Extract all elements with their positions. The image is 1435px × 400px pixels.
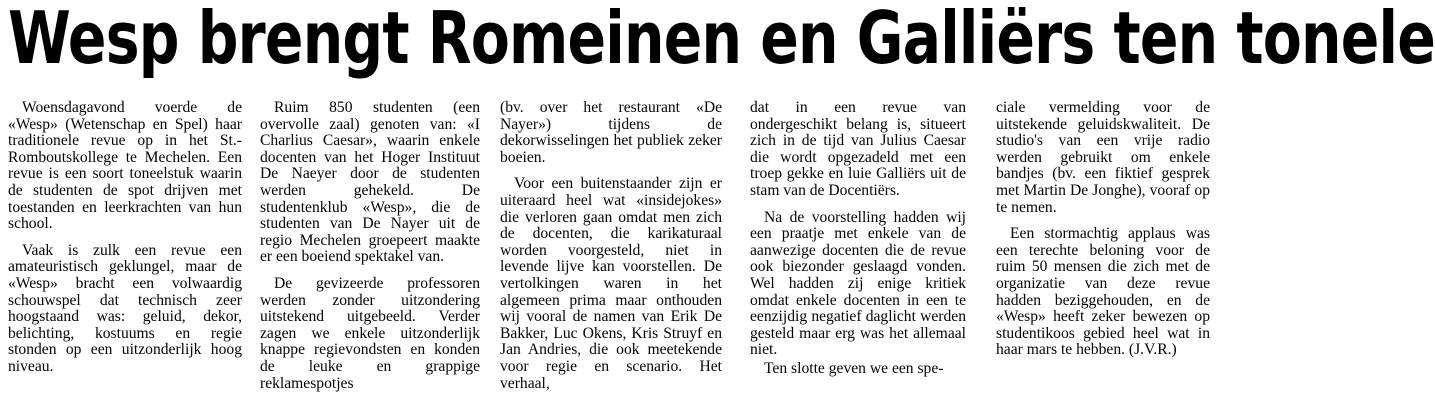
article-column-2 [250,100,488,400]
article-column-1 [6,100,250,400]
paragraph: dat in een revue van ondergeschikt belang is, situeert zich in de tijd van Julius Caesar die wordt opgezadeld met een troep gekke en luie Galliërs uit de stam van de Docentiërs. [750,99,966,199]
paragraph: Ten slotte geven we een spe- [764,359,944,377]
article-column-5 [974,100,1218,400]
paragraph: (bv. over het restaurant «De Nayer») tijdens de dekorwisselingen het publiek zeker boeien. [500,99,722,166]
article-column-4 [730,100,974,400]
paragraph: De gevizeerde professoren werden zonder uitzondering uitstekend uitgebeeld. Verder zagen we enkele uitzonderlijk knappe regievondsten en konden de leuke en grappige reklamespotjes [260,274,480,392]
paragraph: Een stormachtig applaus was een terechte beloning voor de ruim 50 mensen die zich met de organizatie van deze revue hadden beziggehouden, en de «Wesp» heeft zeker bewezen op studentikoos gebied heel wat in haar mars te hebben. (J.V.R.) [996,225,1210,359]
article-columns [6,100,1218,400]
paragraph: Ruim 850 studenten (een overvolle zaal) genoten van: «I Charlius Caesar», waarin enkele docenten van het Hoger Instituut De Naeyer door de studenten werden gehekeld. De studentenklub «Wesp», die de studenten van De Nayer uit de regio Mechelen groepeert maakte er een boeiend spektakel van. [260,99,480,266]
paragraph: Na de voorstelling hadden wij een praatje met enkele van de aanwezige docenten die de revue ook biezonder geslaagd vonden. Wel hadden zij enige kritiek omdat enkele docenten in een te eenzijdig negatief daglicht werden gesteld maar erg was het allemaal niet. [750,208,966,359]
article-column-3 [488,100,730,400]
paragraph: Vaak is zulk een revue een amateuristisch geklungel, maar de «Wesp» bracht een volwaardig schouwspel dat technisch zeer hoogstaand was: geluid, dekor, belichting, kostuums en regie stonden op een uitzonderlijk hoog niveau. [8,241,242,375]
headline: Wesp brengt Romeinen en Galliërs ten tonele [8,0,1435,80]
paragraph: Woensdagavond voerde de «Wesp» (Wetenschap en Spel) haar traditionele revue op in het St.-Romboutskollege te Mechelen. Een revue is een soort toneelstuk waarin de studenten de spot drijven met toestanden en leerkrachten van hun school. [8,99,242,233]
paragraph: Voor een buitenstaander zijn er uiteraard heel wat «insidejokes» die verloren gaan omdat men zich de docenten, die karikaturaal worden voorgesteld, niet in levende lijve kan voorstellen. De vertolkingen waren in het algemeen prima maar onthouden wij vooral de namen van Erik De Bakker, Luc Okens, Kris Struyf en Jan Andries, die ook meetekende voor regie en scenario. Het verhaal, [500,175,722,392]
paragraph: ciale vermelding voor de uitstekende geluidskwaliteit. De studio's van een vrije radio werden gebruikt om enkele bandjes (bv. een fiktief gesprek met Martin De Jonghe), vooraf op te nemen. [996,99,1210,216]
